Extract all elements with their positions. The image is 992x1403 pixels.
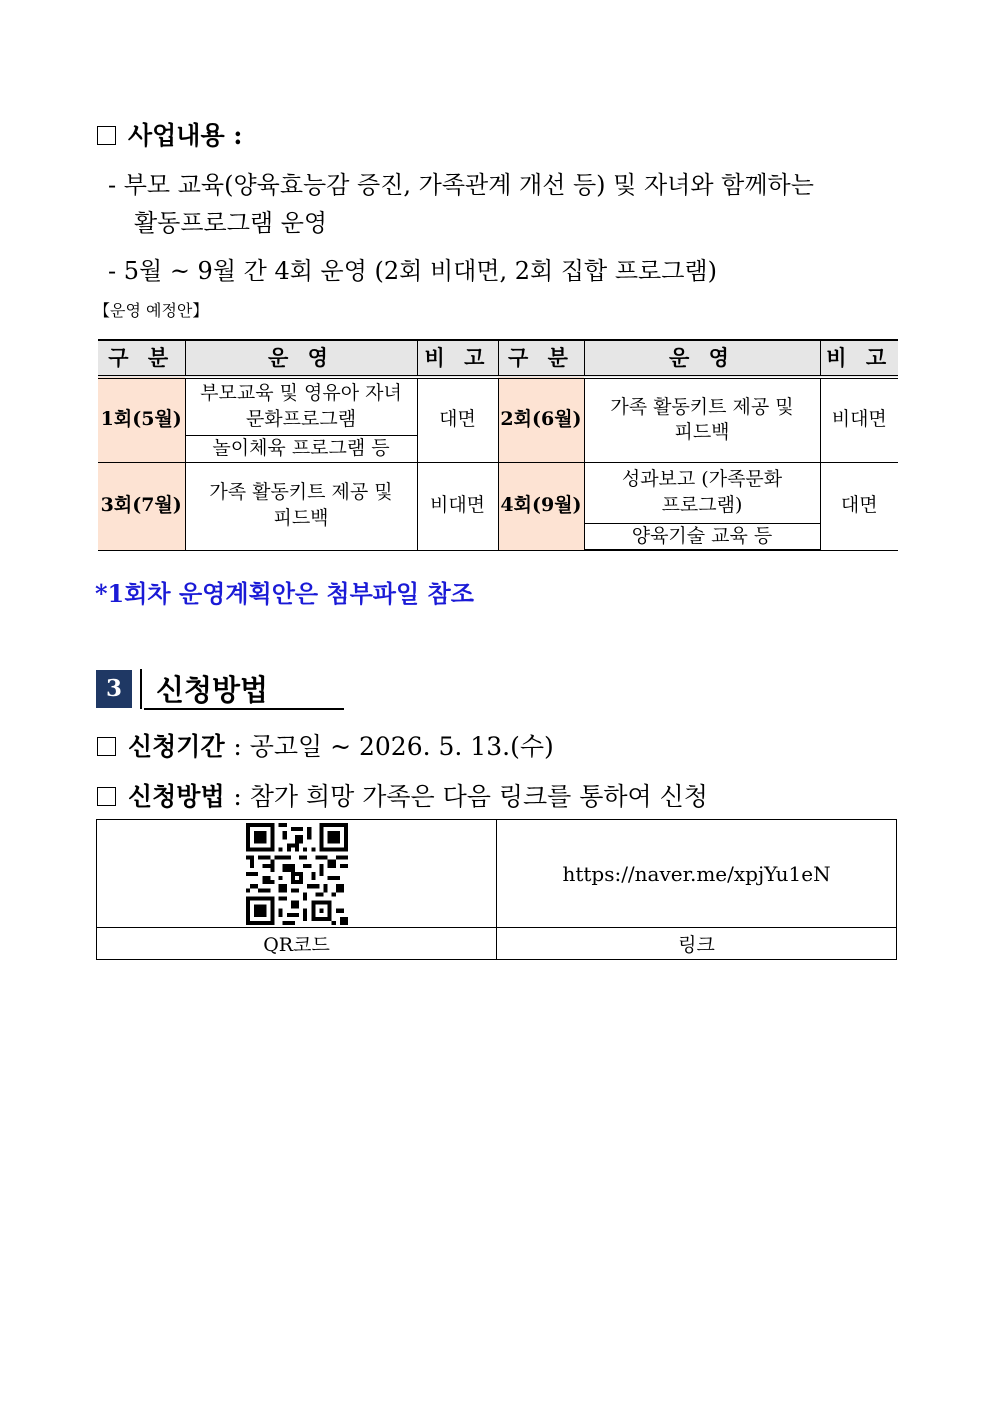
qr-cell [97, 820, 497, 928]
apply-method [97, 777, 708, 813]
round-cell: 4회(9월) [498, 462, 584, 550]
remark-cell: 비대면 [820, 377, 898, 462]
qr-label: QR코드 [97, 928, 497, 960]
header-category: 구 분 [98, 340, 185, 377]
operation-cell: 가족 활동키트 제공 및 피드백 [584, 377, 820, 462]
header-remark: 비 고 [820, 340, 898, 377]
section-number: 3 [96, 670, 132, 708]
remark-cell: 대면 [417, 377, 498, 462]
section-title: 신청방법 [156, 673, 269, 707]
checkbox-square-icon [97, 737, 116, 756]
apply-period [97, 727, 554, 763]
header-remark: 비 고 [417, 340, 498, 377]
header-category: 구 분 [498, 340, 584, 377]
business-line-1b: 활동프로그램 운영 [134, 209, 328, 237]
table-row [98, 377, 898, 435]
table-row [98, 462, 898, 523]
apply-period-label: 신청기간 [128, 732, 225, 761]
table-row [97, 928, 897, 960]
operation-cell: 가족 활동키트 제공 및 피드백 [185, 462, 417, 550]
checkbox-square-icon [97, 126, 116, 145]
apply-table [96, 819, 897, 960]
plan-caption: 【운영 예정안】 [94, 301, 209, 320]
plan-header-row [98, 340, 898, 377]
plan-table [98, 339, 898, 551]
operation-cell: 양육기술 교육 등 [584, 523, 820, 550]
business-line-2: - 5월 ~ 9월 간 4회 운영 (2회 비대면, 2회 집합 프로그램) [108, 257, 717, 285]
section-underline [144, 708, 344, 710]
qr-code-icon[interactable] [246, 823, 348, 925]
apply-method-label: 신청방법 [128, 782, 225, 811]
operation-cell: 놀이체육 프로그램 등 [185, 435, 417, 462]
header-operation: 운 영 [185, 340, 417, 377]
header-operation: 운 영 [584, 340, 820, 377]
checkbox-square-icon [97, 787, 116, 806]
business-line-1: - 부모 교육(양육효능감 증진, 가족관계 개선 등) 및 자녀와 함께하는 [108, 171, 814, 199]
business-heading: 사업내용 : [97, 116, 243, 152]
apply-method-value: : 참가 희망 가족은 다음 링크를 통하여 신청 [233, 782, 708, 811]
round-cell: 2회(6월) [498, 377, 584, 462]
operation-cell: 부모교육 및 영유아 자녀 문화프로그램 [185, 377, 417, 435]
link-label: 링크 [497, 928, 897, 960]
remark-cell: 대면 [820, 462, 898, 550]
round-cell: 1회(5월) [98, 377, 185, 462]
plan-note: *1회차 운영계획안은 첨부파일 참조 [95, 579, 474, 608]
remark-cell: 비대면 [417, 462, 498, 550]
section-divider [140, 669, 142, 709]
table-row [97, 820, 897, 928]
signup-link[interactable]: https://naver.me/xpjYu1eN [497, 820, 897, 928]
round-cell: 3회(7월) [98, 462, 185, 550]
apply-period-value: : 공고일 ~ 2026. 5. 13.(수) [233, 732, 554, 761]
section-heading [96, 668, 268, 709]
operation-cell: 성과보고 (가족문화프로그램) [584, 462, 820, 523]
